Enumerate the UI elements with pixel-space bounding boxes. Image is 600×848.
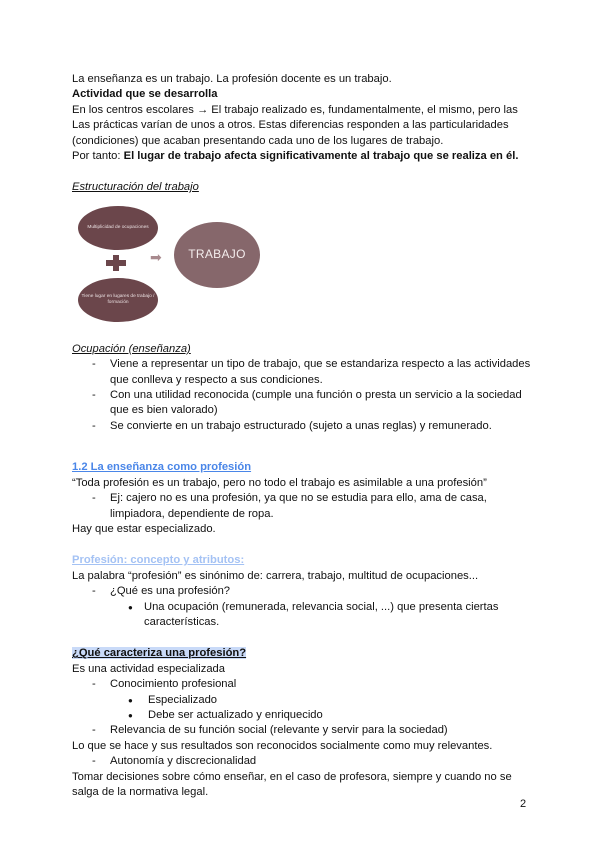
profesion-quote: “Toda profesión es un trabajo, pero no todo el trabajo es asimilable a una profesión” xyxy=(72,476,487,489)
list-item: - Conocimiento profesional xyxy=(72,677,532,692)
list-item: ● Especializado xyxy=(72,693,532,708)
list-item: - Se convierte en un trabajo estructurado (sujeto a unas reglas) y remunerado. xyxy=(72,419,532,434)
profesion-answer-list xyxy=(72,600,532,631)
profesion-intro: La palabra “profesión” es sinónimo de: carrera, trabajo, multitud de ocupaciones... xyxy=(72,569,479,582)
diagram-circle-lugares: Tiene lugar en lugares de trabajo / formación xyxy=(78,278,158,322)
profesion-concepto-heading: Profesión: concepto y atributos: xyxy=(72,554,245,567)
estructuracion-diagram xyxy=(72,202,312,332)
especializado-note: Hay que estar especializado. xyxy=(72,522,216,535)
por-tanto-bold: El lugar de trabajo afecta significativamente al trabajo que se realiza en él. xyxy=(123,150,519,163)
centros-paragraph: En los centros escolares → El trabajo realizado es, fundamentalmente, el mismo, pero las Las prácticas varían de unos a otros. Estas diferencias responden a las particularidades (condiciones) que acaban presentando cada uno de los lugares de trabajo. xyxy=(72,103,518,147)
caracteriza-intro: Es una actividad especializada xyxy=(72,662,225,675)
diagram-circle-ocupaciones: Multiplicidad de ocupaciones xyxy=(78,206,158,250)
list-item: - Relevancia de su función social (relevante y servir para la sociedad) xyxy=(72,723,532,738)
caracteriza-list-2 xyxy=(72,723,532,738)
list-item: - Viene a representar un tipo de trabajo, que se estandariza respecto a las actividades que conlleva y respecto a sus condiciones. xyxy=(72,357,532,388)
arrow-right-icon: ➡ xyxy=(150,248,162,265)
document-page xyxy=(72,72,532,800)
list-item: - ¿Qué es una profesión? xyxy=(72,584,532,599)
caracteriza-heading: ¿Qué caracteriza una profesión? xyxy=(72,647,247,660)
caracteriza-list-3 xyxy=(72,754,532,769)
conocimiento-sublist xyxy=(72,693,532,724)
list-item: ● Una ocupación (remunerada, relevancia social, ...) que presenta ciertas características. xyxy=(72,600,532,631)
section-1-2-heading: 1.2 La enseñanza como profesión xyxy=(72,461,252,474)
page-number: 2 xyxy=(520,798,527,810)
relevancia-note: Lo que se hace y sus resultados son reconocidos socialmente como muy relevantes. xyxy=(72,739,493,752)
estructuracion-heading: Estructuración del trabajo xyxy=(72,181,199,194)
list-item: - Con una utilidad reconocida (cumple una función o presta un servicio a la sociedad que es bien valorado) xyxy=(72,388,532,419)
caracteriza-heading-line xyxy=(72,646,532,661)
por-tanto-prefix: Por tanto: xyxy=(72,150,124,163)
diagram-circle-trabajo: TRABAJO xyxy=(174,222,260,288)
autonomia-note: Tomar decisiones sobre cómo enseñar, en el caso de profesora, siempre y cuando no se salga de la normativa legal. xyxy=(72,770,512,798)
profesion-question-list xyxy=(72,584,532,599)
intro-line: La enseñanza es un trabajo. La profesión docente es un trabajo. xyxy=(72,73,392,85)
list-item: ● Debe ser actualizado y enriquecido xyxy=(72,708,532,723)
list-item: - Autonomía y discrecionalidad xyxy=(72,754,532,769)
actividad-heading: Actividad que se desarrolla xyxy=(72,88,218,101)
list-item: - Ej: cajero no es una profesión, ya que no se estudia para ello, ama de casa, limpiadora, dependiente de ropa. xyxy=(72,491,532,522)
por-tanto-paragraph xyxy=(72,149,532,164)
ocupacion-heading: Ocupación (enseñanza) xyxy=(72,342,191,355)
plus-icon xyxy=(106,255,126,271)
ocupacion-list xyxy=(72,357,532,434)
caracteriza-list-1 xyxy=(72,677,532,692)
example-list xyxy=(72,491,532,522)
